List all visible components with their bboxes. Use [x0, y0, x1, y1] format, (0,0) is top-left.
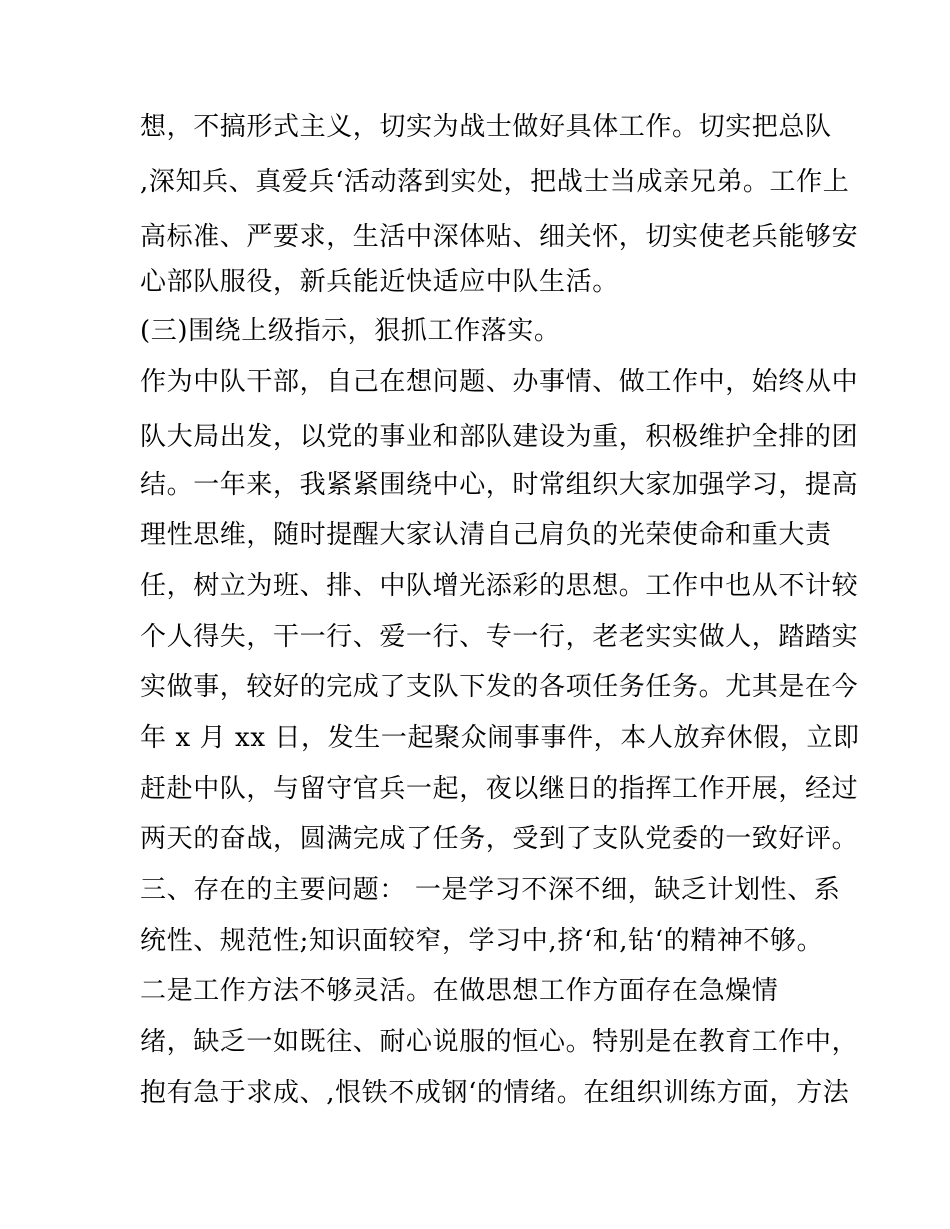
text-line: 结。一年来，我紧紧围绕中心，时常组织大家加强学习，提高	[140, 470, 859, 500]
text-line: 实做事，较好的完成了支队下发的各项任务任务。尤其是在今	[140, 672, 859, 702]
text-line: 理性思维，随时提醒大家认清自己肩负的光荣使命和重大责	[140, 520, 832, 550]
text-line: 统性、规范性;知识面较窄，学习中,挤‘和,钻‘的精神不够。	[140, 926, 824, 956]
section-heading: 三、存在的主要问题： 一是学习不深不细，缺乏计划性、系	[140, 875, 841, 905]
text-line: 绪，缺乏一如既往、耐心说服的恒心。特别是在教育工作中，	[140, 1027, 859, 1057]
text-line: 二是工作方法不够灵活。在做思想工作方面存在急燥情	[140, 976, 779, 1006]
text-line: 年 x 月 xx 日，发生一起聚众闹事事件，本人放弃休假，立即	[140, 723, 860, 753]
text-line: 任，树立为班、排、中队增光添彩的思想。工作中也从不计较	[140, 571, 859, 601]
text-line: 心部队服役，新兵能近快适应中队生活。	[140, 267, 619, 297]
text-line: 个人得失，干一行、爱一行、专一行，老老实实做人，踏踏实	[140, 622, 859, 652]
text-line: 赶赴中队，与留守官兵一起，夜以继日的指挥工作开展，经过	[140, 774, 859, 804]
text-line: ,深知兵、真爱兵‘活动落到实处，把战士当成亲兄弟。工作上	[140, 167, 850, 197]
section-heading: (三)围绕上级指示，狠抓工作落实。	[140, 316, 561, 346]
text-line: 作为中队干部，自己在想问题、办事情、做工作中，始终从中	[140, 367, 859, 397]
text-line: 高标准、严要求，生活中深体贴、细关怀，切实使老兵能够安	[140, 222, 859, 252]
text-line: 想，不搞形式主义，切实为战士做好具体工作。切实把总队	[140, 112, 832, 142]
text-line: 抱有急于求成、,恨铁不成钢‘的情绪。在组织训练方面，方法	[140, 1078, 850, 1108]
text-line: 两天的奋战，圆满完成了任务，受到了支队党委的一致好评。	[140, 824, 859, 854]
text-line: 队大局出发，以党的事业和部队建设为重，积极维护全排的团	[140, 422, 859, 452]
